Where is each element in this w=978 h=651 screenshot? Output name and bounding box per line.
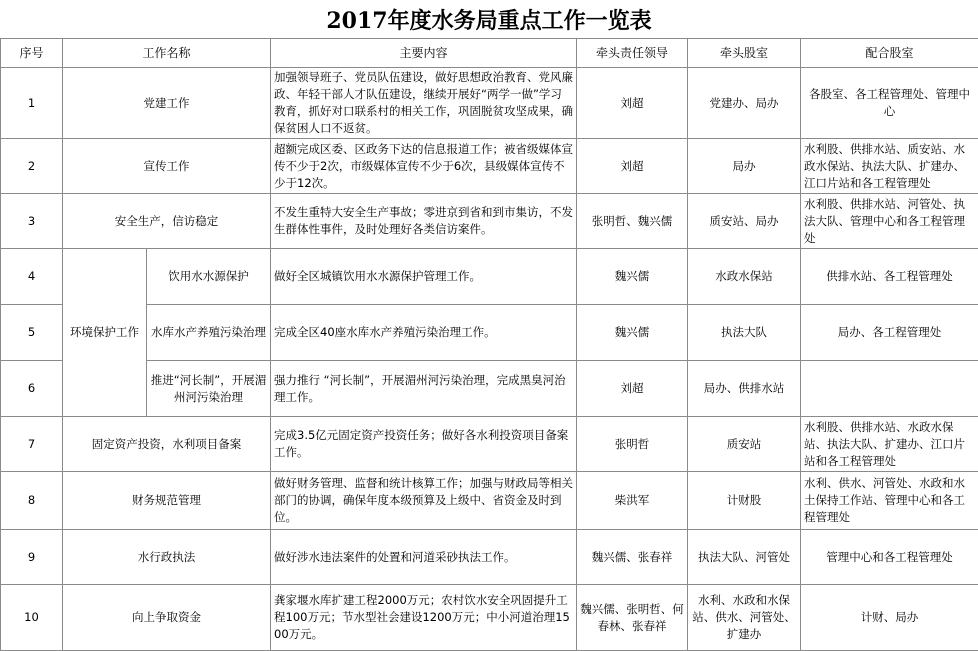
cell-content[interactable]: 做好全区城镇饮用水水源保护管理工作。 — [271, 249, 577, 305]
cell-coop[interactable]: 计财、局办 — [801, 585, 978, 651]
cell-name[interactable]: 水库水产养殖污染治理 — [147, 305, 271, 361]
header-name[interactable]: 工作名称 — [63, 39, 271, 68]
cell-name[interactable]: 党建工作 — [63, 68, 271, 139]
cell-seq[interactable]: 5 — [1, 305, 63, 361]
sheet-title: 2017年度水务局重点工作一览表 — [0, 0, 978, 38]
cell-content[interactable]: 不发生重特大安全生产事故；零进京到省和到市集访，不发生群体性事件，及时处理好各类信访案件。 — [271, 194, 577, 249]
cell-content[interactable]: 做好涉水违法案件的处置和河道采砂执法工作。 — [271, 530, 577, 585]
cell-seq[interactable]: 3 — [1, 194, 63, 249]
cell-lead-dept[interactable]: 水政水保站 — [688, 249, 801, 305]
cell-name[interactable]: 水行政执法 — [63, 530, 271, 585]
table-row — [1, 585, 978, 651]
cell-content[interactable]: 完成全区40座水库水产养殖污染治理工作。 — [271, 305, 577, 361]
work-table — [0, 38, 978, 651]
table-row — [1, 530, 978, 585]
table-row — [1, 68, 978, 139]
cell-leader[interactable]: 魏兴儒、张明哲、何春林、张春祥 — [577, 585, 688, 651]
cell-name[interactable]: 向上争取资金 — [63, 585, 271, 651]
cell-lead-dept[interactable]: 质安站、局办 — [688, 194, 801, 249]
cell-name[interactable]: 财务规范管理 — [63, 472, 271, 530]
cell-coop[interactable]: 各股室、各工程管理处、管理中心 — [801, 68, 978, 139]
cell-leader[interactable]: 柴洪军 — [577, 472, 688, 530]
cell-lead-dept[interactable]: 局办、供排水站 — [688, 361, 801, 417]
cell-content[interactable]: 龚家堰水库扩建工程2000万元；农村饮水安全巩固提升工程100万元；节水型社会建设1200万元；中小河道治理1500万元。 — [271, 585, 577, 651]
cell-name[interactable]: 固定资产投资，水利项目备案 — [63, 417, 271, 472]
cell-lead-dept[interactable]: 质安站 — [688, 417, 801, 472]
cell-coop[interactable]: 水利股、供排水站、河管处、执法大队、管理中心和各工程管理处 — [801, 194, 978, 249]
cell-coop[interactable]: 水利、供水、河管处、水政和水土保持工作站、管理中心和各工程管理处 — [801, 472, 978, 530]
cell-leader[interactable]: 张明哲、魏兴儒 — [577, 194, 688, 249]
table-row — [1, 249, 978, 305]
header-leader[interactable]: 牵头责任领导 — [577, 39, 688, 68]
cell-coop[interactable]: 局办、各工程管理处 — [801, 305, 978, 361]
cell-coop[interactable]: 管理中心和各工程管理处 — [801, 530, 978, 585]
cell-leader[interactable]: 刘超 — [577, 139, 688, 194]
table-row — [1, 417, 978, 472]
header-row — [1, 39, 978, 68]
cell-seq[interactable]: 4 — [1, 249, 63, 305]
cell-coop[interactable]: 水利股、供排水站、质安站、水政水保站、执法大队、扩建办、江口片站和各工程管理处 — [801, 139, 978, 194]
header-seq[interactable]: 序号 — [1, 39, 63, 68]
cell-content[interactable]: 超额完成区委、区政务下达的信息报道工作；被省级媒体宣传不少于2次，市级媒体宣传不少于6次，县级媒体宣传不少于12次。 — [271, 139, 577, 194]
cell-seq[interactable]: 6 — [1, 361, 63, 417]
cell-seq[interactable]: 7 — [1, 417, 63, 472]
cell-content[interactable]: 做好财务管理、监督和统计核算工作；加强与财政局等相关部门的协调，确保年度本级预算及上级中、省资金及时到位。 — [271, 472, 577, 530]
table-row — [1, 194, 978, 249]
cell-seq[interactable]: 1 — [1, 68, 63, 139]
table-row — [1, 305, 978, 361]
cell-leader[interactable]: 刘超 — [577, 68, 688, 139]
cell-leader[interactable]: 张明哲 — [577, 417, 688, 472]
cell-leader[interactable]: 魏兴儒、张春祥 — [577, 530, 688, 585]
cell-coop[interactable]: 供排水站、各工程管理处 — [801, 249, 978, 305]
cell-lead-dept[interactable]: 计财股 — [688, 472, 801, 530]
cell-coop[interactable]: 水利股、供排水站、水政水保站、执法大队、扩建办、江口片站和各工程管理处 — [801, 417, 978, 472]
cell-leader[interactable]: 刘超 — [577, 361, 688, 417]
header-coop[interactable]: 配合股室 — [801, 39, 978, 68]
cell-leader[interactable]: 魏兴儒 — [577, 305, 688, 361]
cell-content[interactable]: 完成3.5亿元固定资产投资任务；做好各水利投资项目备案工作。 — [271, 417, 577, 472]
cell-seq[interactable]: 2 — [1, 139, 63, 194]
cell-group[interactable]: 环境保护工作 — [63, 249, 147, 417]
cell-lead-dept[interactable]: 执法大队 — [688, 305, 801, 361]
cell-name[interactable]: 推进“河长制”，开展湄州河污染治理 — [147, 361, 271, 417]
table-row — [1, 139, 978, 194]
cell-lead-dept[interactable]: 执法大队、河管处 — [688, 530, 801, 585]
cell-name[interactable]: 饮用水水源保护 — [147, 249, 271, 305]
cell-name[interactable]: 宣传工作 — [63, 139, 271, 194]
cell-coop[interactable] — [801, 361, 978, 417]
table-row — [1, 361, 978, 417]
header-lead-dept[interactable]: 牵头股室 — [688, 39, 801, 68]
cell-name[interactable]: 安全生产，信访稳定 — [63, 194, 271, 249]
cell-lead-dept[interactable]: 局办 — [688, 139, 801, 194]
cell-seq[interactable]: 10 — [1, 585, 63, 651]
cell-leader[interactable]: 魏兴儒 — [577, 249, 688, 305]
cell-content[interactable]: 加强领导班子、党员队伍建设，做好思想政治教育、党风廉政、年轻干部人才队伍建设，继续开展好“两学一做”学习教育，抓好对口联系村的相关工作，巩固脱贫攻坚成果，确保贫困人口不返贫。 — [271, 68, 577, 139]
cell-content[interactable]: 强力推行 “河长制”，开展湄州河污染治理，完成黑臭河治理工作。 — [271, 361, 577, 417]
cell-seq[interactable]: 9 — [1, 530, 63, 585]
cell-lead-dept[interactable]: 水利、水政和水保站、供水、河管处、扩建办 — [688, 585, 801, 651]
table-row — [1, 472, 978, 530]
cell-seq[interactable]: 8 — [1, 472, 63, 530]
cell-lead-dept[interactable]: 党建办、局办 — [688, 68, 801, 139]
header-content[interactable]: 主要内容 — [271, 39, 577, 68]
